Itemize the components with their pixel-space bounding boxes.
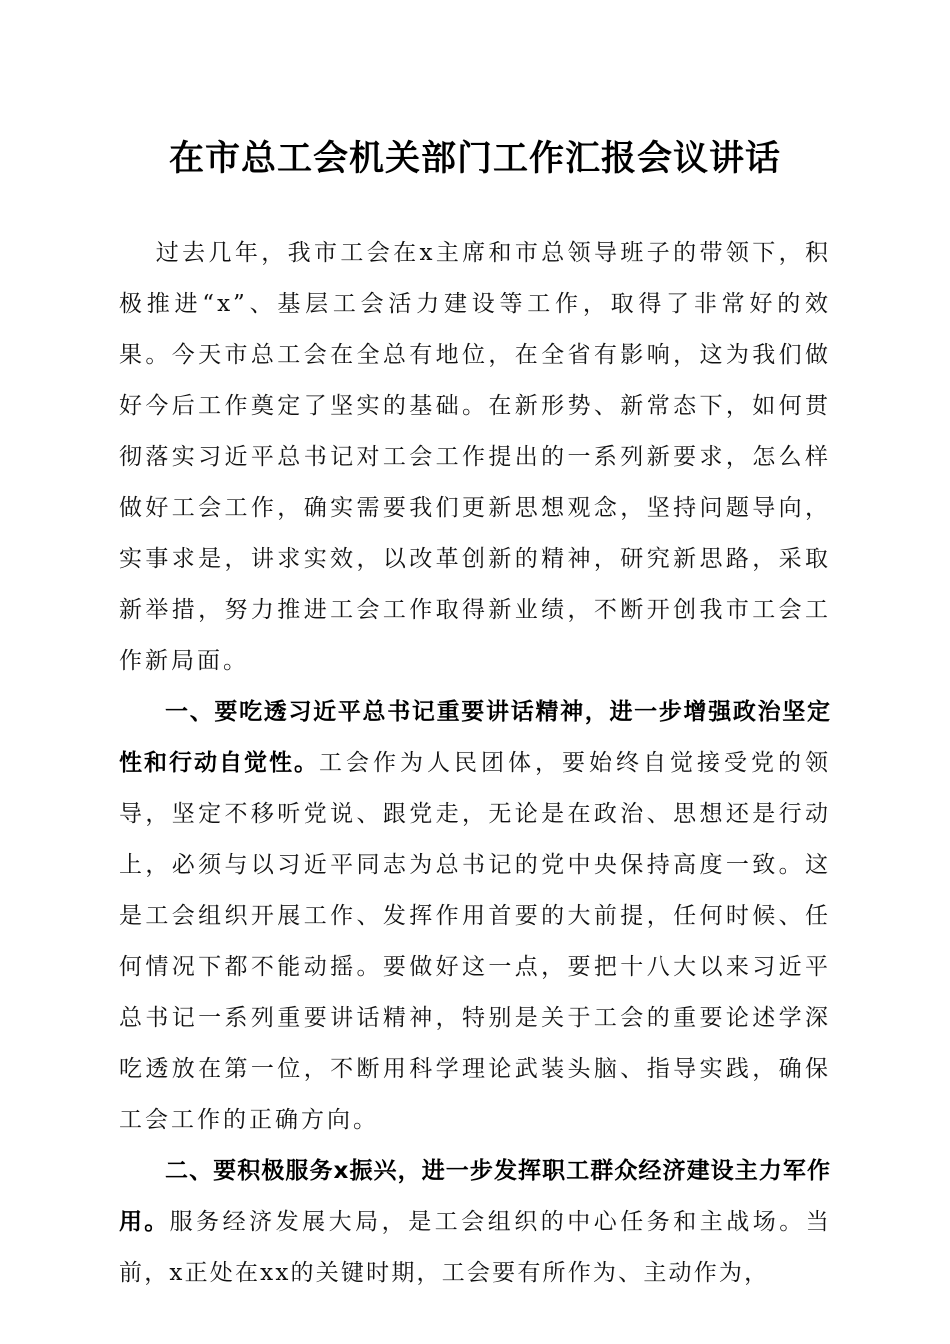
intro-paragraph: 过去几年，我市工会在x主席和市总领导班子的带领下，积极推进“x”、基层工会活力建设等工作，取得了非常好的效果。今天市总工会在全总有地位，在全省有影响，这为我们做好今后工作奠定了坚实的基础。在新形势、新常态下，如何贯彻落实习近平总书记对工会工作提出的一系列新要求，怎么样做好工会工作，确实需要我们更新思想观念，坚持问题导向，实事求是，讲求实效，以改革创新的精神，研究新思路，采取新举措，努力推进工会工作取得新业绩，不断开创我市工会工作新局面。	[119, 240, 831, 674]
section-2-text: 服务经济发展大局，是工会组织的中心任务和主战场。当前，x正处在xx的关键时期，工会要有所作为、主动作为，	[119, 1209, 832, 1286]
section-2-heading: 二、要积极服务x振兴，进一步发挥职工群众经济建设主力军作用。	[119, 1158, 831, 1235]
section-1-text: 工会作为人民团体，要始终自觉接受党的领导，坚定不移听党说、跟党走，无论是在政治、思想还是行动上，必须与以习近平同志为总书记的党中央保持高度一致。这是工会组织开展工作、发挥作用首要的大前提，任何时候、任何情况下都不能动摇。要做好这一点，要把十八大以来习近平总书记一系列重要讲话精神，特别是关于工会的重要论述学深吃透放在第一位，不断用科学理论武装头脑、指导实践，确保工会工作的正确方向。	[119, 750, 831, 1133]
section-2-paragraph	[119, 1146, 831, 1299]
document-body	[119, 228, 831, 1299]
document-title: 在市总工会机关部门工作汇报会议讲话	[168, 138, 781, 179]
section-1-paragraph	[119, 687, 831, 1146]
section-1-heading: 一、要吃透习近平总书记重要讲话精神，进一步增强政治坚定性和行动自觉性。	[119, 699, 831, 776]
